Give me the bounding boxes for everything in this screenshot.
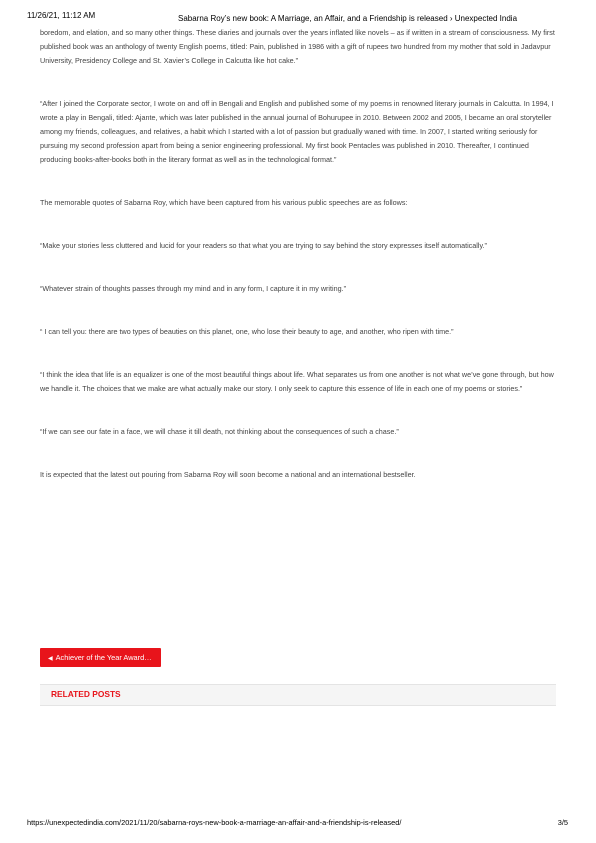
quote-paragraph: “If we can see our fate in a face, we will chase it till death, not thinking about the consequences of such a chase.” — [40, 427, 399, 436]
previous-post-label: Achiever of the Year Award… — [55, 653, 152, 662]
article-paragraph: “After I joined the Corporate sector, I wrote on and off in Bengali and English and published some of my poems in renowned literary journals in Calcutta. In 1994, I wrote a play in Bengali, titled: Ajante, which was later published in the annual journal of Bohurupee in 2010. Between 2002 and 2005, I became an oral storyteller among my friends, colleagues, and relatives, a habit which I started with a lot of passion but gradually waned with time. In 2007, I started writing seriously for pursuing my second profession apart from being a senior engineering professional. My first book Pentacles was published in 2010. Thereafter, I continued producing books-after-books both in the literary format as well as in the technological format.” — [40, 99, 554, 164]
post-navigation — [40, 647, 161, 667]
quote-paragraph: “ I can tell you: there are two types of beauties on this planet, one, who lose their beauty to age, and another, who ripen with time.” — [40, 327, 454, 336]
quote-paragraph: “I think the idea that life is an equalizer is one of the most beautiful things about life. What separates us from one another is not what we’ve gone through, but how we handle it. The choices that we make are what actually make our story. I only seek to capture this essence of life in each one of my poems or stories.” — [40, 370, 554, 393]
print-page-title: Sabarna Roy’s new book: A Marriage, an Affair, and a Friendship is released › Unexpected India — [178, 14, 518, 23]
print-page-number: 3/5 — [557, 818, 568, 827]
print-header — [0, 11, 596, 25]
quote-paragraph: “Make your stories less cluttered and lucid for your readers so that what you are trying to say behind the story expresses itself automatically.” — [40, 241, 487, 250]
related-posts-title: RELATED POSTS — [51, 689, 121, 699]
article-body — [40, 26, 556, 482]
article-paragraph: The memorable quotes of Sabarna Roy, which have been captured from his various public speeches are as follows: — [40, 198, 408, 207]
article-paragraph: boredom, and elation, and so many other things. These diaries and journals over the years inflated like novels – as if written in a stream of consciousness. My first published book was an anthology of twenty English poems, titled: Pain, published in 1986 with a gift of rupees two hundred from my mother that sold in Jadavpur University, Presidency College and St. Xavier’s College in Calcutta like hot cake.” — [40, 28, 555, 65]
quote-paragraph: “Whatever strain of thoughts passes through my mind and in any form, I capture it in my writing.” — [40, 284, 346, 293]
print-url: https://unexpectedindia.com/2021/11/20/sabarna-roys-new-book-a-marriage-an-affair-and-a-friendship-is-released/ — [27, 818, 402, 827]
article-paragraph: It is expected that the latest out pouring from Sabarna Roy will soon become a national and an international bestseller. — [40, 470, 416, 479]
related-posts-header — [40, 684, 556, 706]
chevron-left-icon: ◀ — [48, 656, 53, 662]
print-datetime: 11/26/21, 11:12 AM — [27, 11, 96, 20]
previous-post-button[interactable] — [40, 648, 161, 667]
